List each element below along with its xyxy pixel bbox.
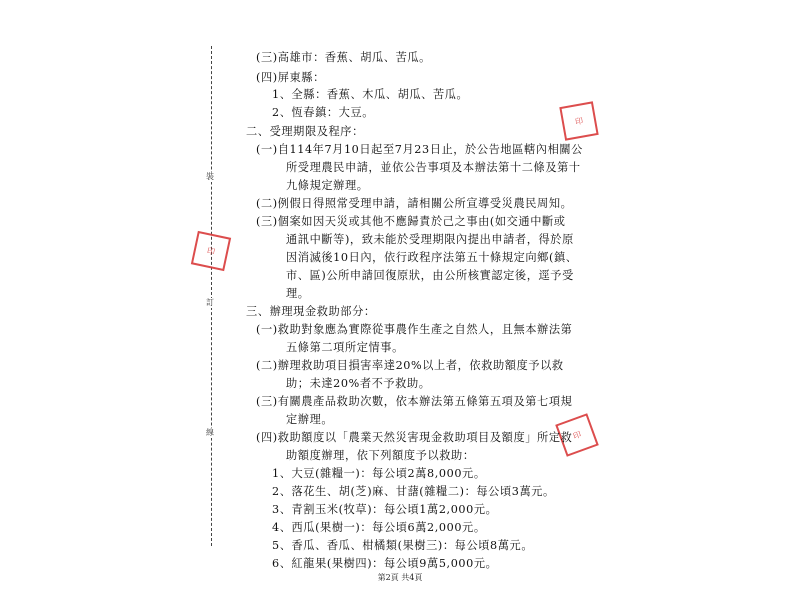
- text-line: 所受理農民申請，並依公告事項及本辦法第十二條及第十: [286, 161, 581, 174]
- text-line: (一)救助對象應為實際從事農作生產之自然人，且無本辦法第: [256, 323, 573, 336]
- text-line: 五條第二項所定情事。: [286, 341, 404, 354]
- section-heading: 二、受理期限及程序：: [246, 125, 364, 138]
- text-line: 定辦理。: [286, 413, 334, 426]
- text-line: (二)例假日得照常受理申請，請相關公所宣導受災農民周知。: [256, 197, 573, 210]
- text-line: 九條規定辦理。: [286, 179, 369, 192]
- text-line: 市、區)公所申請回復原狀，由公所核實認定後，逕予受: [286, 269, 574, 282]
- list-item: 5、香瓜、香瓜、柑橘類(果樹三)：每公頃8萬元。: [272, 539, 534, 552]
- list-item: 2、恆春鎮：大豆。: [272, 106, 375, 119]
- list-item: 4、西瓜(果樹一)：每公頃6萬2,000元。: [272, 521, 486, 534]
- text-line: (三)高雄市：香蕉、胡瓜、苦瓜。: [256, 51, 431, 64]
- page-number: 第2頁 共4頁: [377, 573, 423, 582]
- list-item: 2、落花生、胡(芝)麻、甘藷(雜糧二)：每公頃3萬元。: [272, 485, 555, 498]
- text-line: (四)屏東縣：: [256, 71, 325, 84]
- text-line: (四)救助額度以「農業天然災害現金救助項目及額度」所定救: [256, 431, 573, 444]
- seal-stamp: 印: [559, 101, 598, 140]
- text-line: 通訊中斷等)，致未能於受理期限內提出申請者，得於原: [286, 233, 574, 246]
- section-heading: 三、辦理現金救助部分：: [246, 305, 376, 318]
- binding-mark-bottom: 線: [206, 428, 214, 437]
- text-line: 因消滅後10日內，依行政程序法第五十條規定向鄉(鎮、: [286, 251, 578, 264]
- list-item: 6、紅龍果(果樹四)：每公頃9萬5,000元。: [272, 557, 498, 570]
- text-line: (三)個案如因天災或其他不應歸責於己之事由(如交通中斷或: [256, 215, 566, 228]
- text-line: (一)自114年7月10日起至7月23日止，於公告地區轄內相關公: [256, 143, 583, 156]
- text-line: (三)有關農產品救助次數，依本辦法第五條第五項及第七項規: [256, 395, 573, 408]
- list-item: 3、青割玉米(牧草)：每公頃1萬2,000元。: [272, 503, 498, 516]
- list-item: 1、全縣：香蕉、木瓜、胡瓜、苦瓜。: [272, 88, 469, 101]
- text-line: (二)辦理救助項目損害率達20%以上者，依救助額度予以救: [256, 359, 564, 372]
- binding-mark-top: 裝: [206, 172, 214, 181]
- seal-stamp: 印: [555, 413, 599, 457]
- text-line: 助；未達20%者不予救助。: [286, 377, 431, 390]
- text-line: 助額度辦理，依下列額度予以救助：: [286, 449, 475, 462]
- binding-line: [211, 46, 212, 546]
- text-line: 理。: [286, 287, 310, 300]
- list-item: 1、大豆(雜糧一)：每公頃2萬8,000元。: [272, 467, 486, 480]
- binding-mark-middle: 訂: [206, 298, 214, 307]
- seal-stamp: 印: [191, 231, 231, 271]
